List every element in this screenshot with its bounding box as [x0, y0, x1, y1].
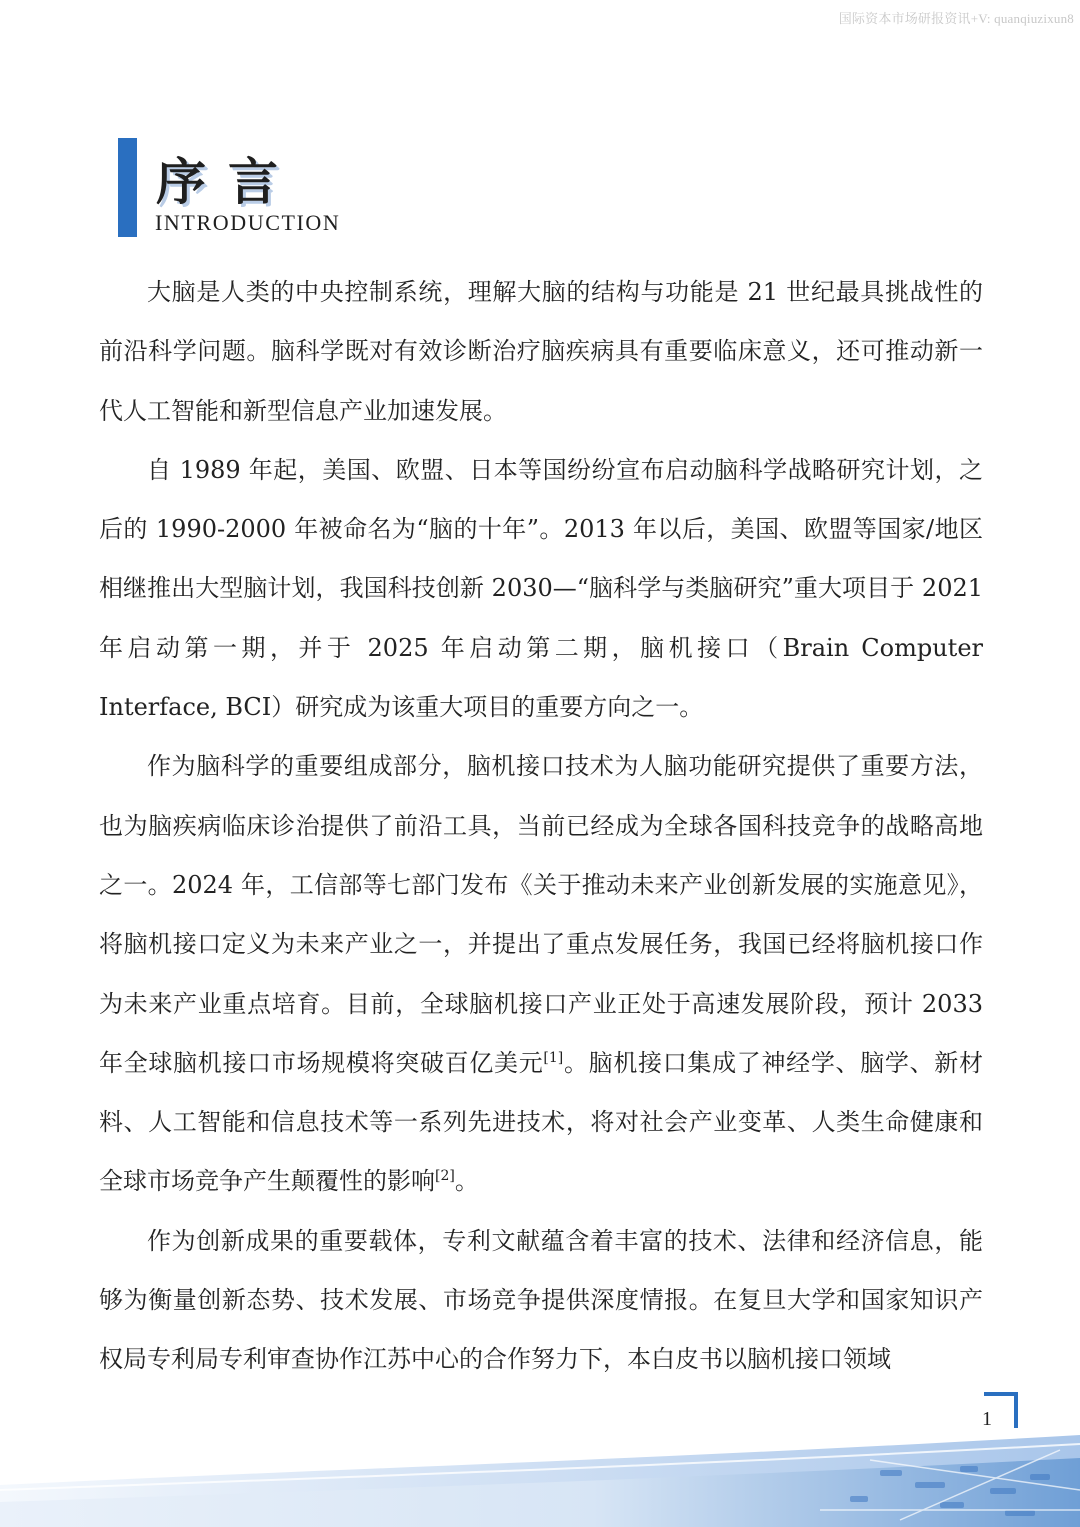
paragraph	[99, 263, 983, 441]
paragraph	[99, 441, 983, 737]
section-subtitle: INTRODUCTION	[155, 210, 341, 235]
citation-ref: [2]	[435, 1168, 455, 1185]
paragraph-text: 自 1989 年起，美国、欧盟、日本等国纷纷宣布启动脑科学战略研究计划，之后的 1990-2000 年被命名为“脑的十年”。2013 年以后，美国、欧盟等国家/地区相继推出大型脑计划，我国科技创新 2030—“脑科学与类脑研究”重大项目于 2021 年启动第一期，并于 2025 年启动第二期，脑机接口（Brain Computer Interface, BCI）研究成为该重大项目的重要方向之一。	[99, 455, 983, 722]
accent-bar	[118, 138, 137, 237]
section-title: 序言	[156, 153, 300, 211]
paragraph-text: 作为脑科学的重要组成部分，脑机接口技术为人脑功能研究提供了重要方法，也为脑疾病临床诊治提供了前沿工具，当前已经成为全球各国科技竞争的战略高地之一。2024 年，工信部等七部门发布《关于推动未来产业创新发展的实施意见》，将脑机接口定义为未来产业之一，并提出了重点发展任务，我国已经将脑机接口作为未来产业重点培育。目前，全球脑机接口产业正处于高速发展阶段，预计 2033 年全球脑机接口市场规模将突破百亿美元	[99, 752, 983, 1077]
footer-decoration	[0, 1430, 1080, 1527]
section-header	[118, 138, 518, 238]
paragraph	[99, 737, 983, 1211]
paragraph-text: 作为创新成果的重要载体，专利文献蕴含着丰富的技术、法律和经济信息，能够为衡量创新态势、技术发展、市场竞争提供深度情报。在复旦大学和国家知识产权局专利局专利审查协作江苏中心的合作努力下，本白皮书以脑机接口领域	[99, 1226, 983, 1374]
body-text	[99, 263, 983, 1390]
paragraph-text: 。脑机接口集成了神经学、脑学、新材料、人工智能和信息技术等一系列先进技术，将对社会产业变革、人类生命健康和全球市场竞争产生颠覆性的影响	[99, 1048, 983, 1196]
paragraph-text: 大脑是人类的中央控制系统，理解大脑的结构与功能是 21 世纪最具挑战性的前沿科学问题。脑科学既对有效诊断治疗脑疾病具有重要临床意义，还可推动新一代人工智能和新型信息产业加速发展。	[99, 278, 983, 425]
paragraph-text: 。	[454, 1167, 479, 1196]
watermark: 国际资本市场研报资讯+V: quanqiuzixun8	[838, 11, 1074, 26]
paragraph	[99, 1212, 983, 1390]
page-number: 1	[982, 1408, 992, 1430]
citation-ref: [1]	[543, 1049, 564, 1066]
